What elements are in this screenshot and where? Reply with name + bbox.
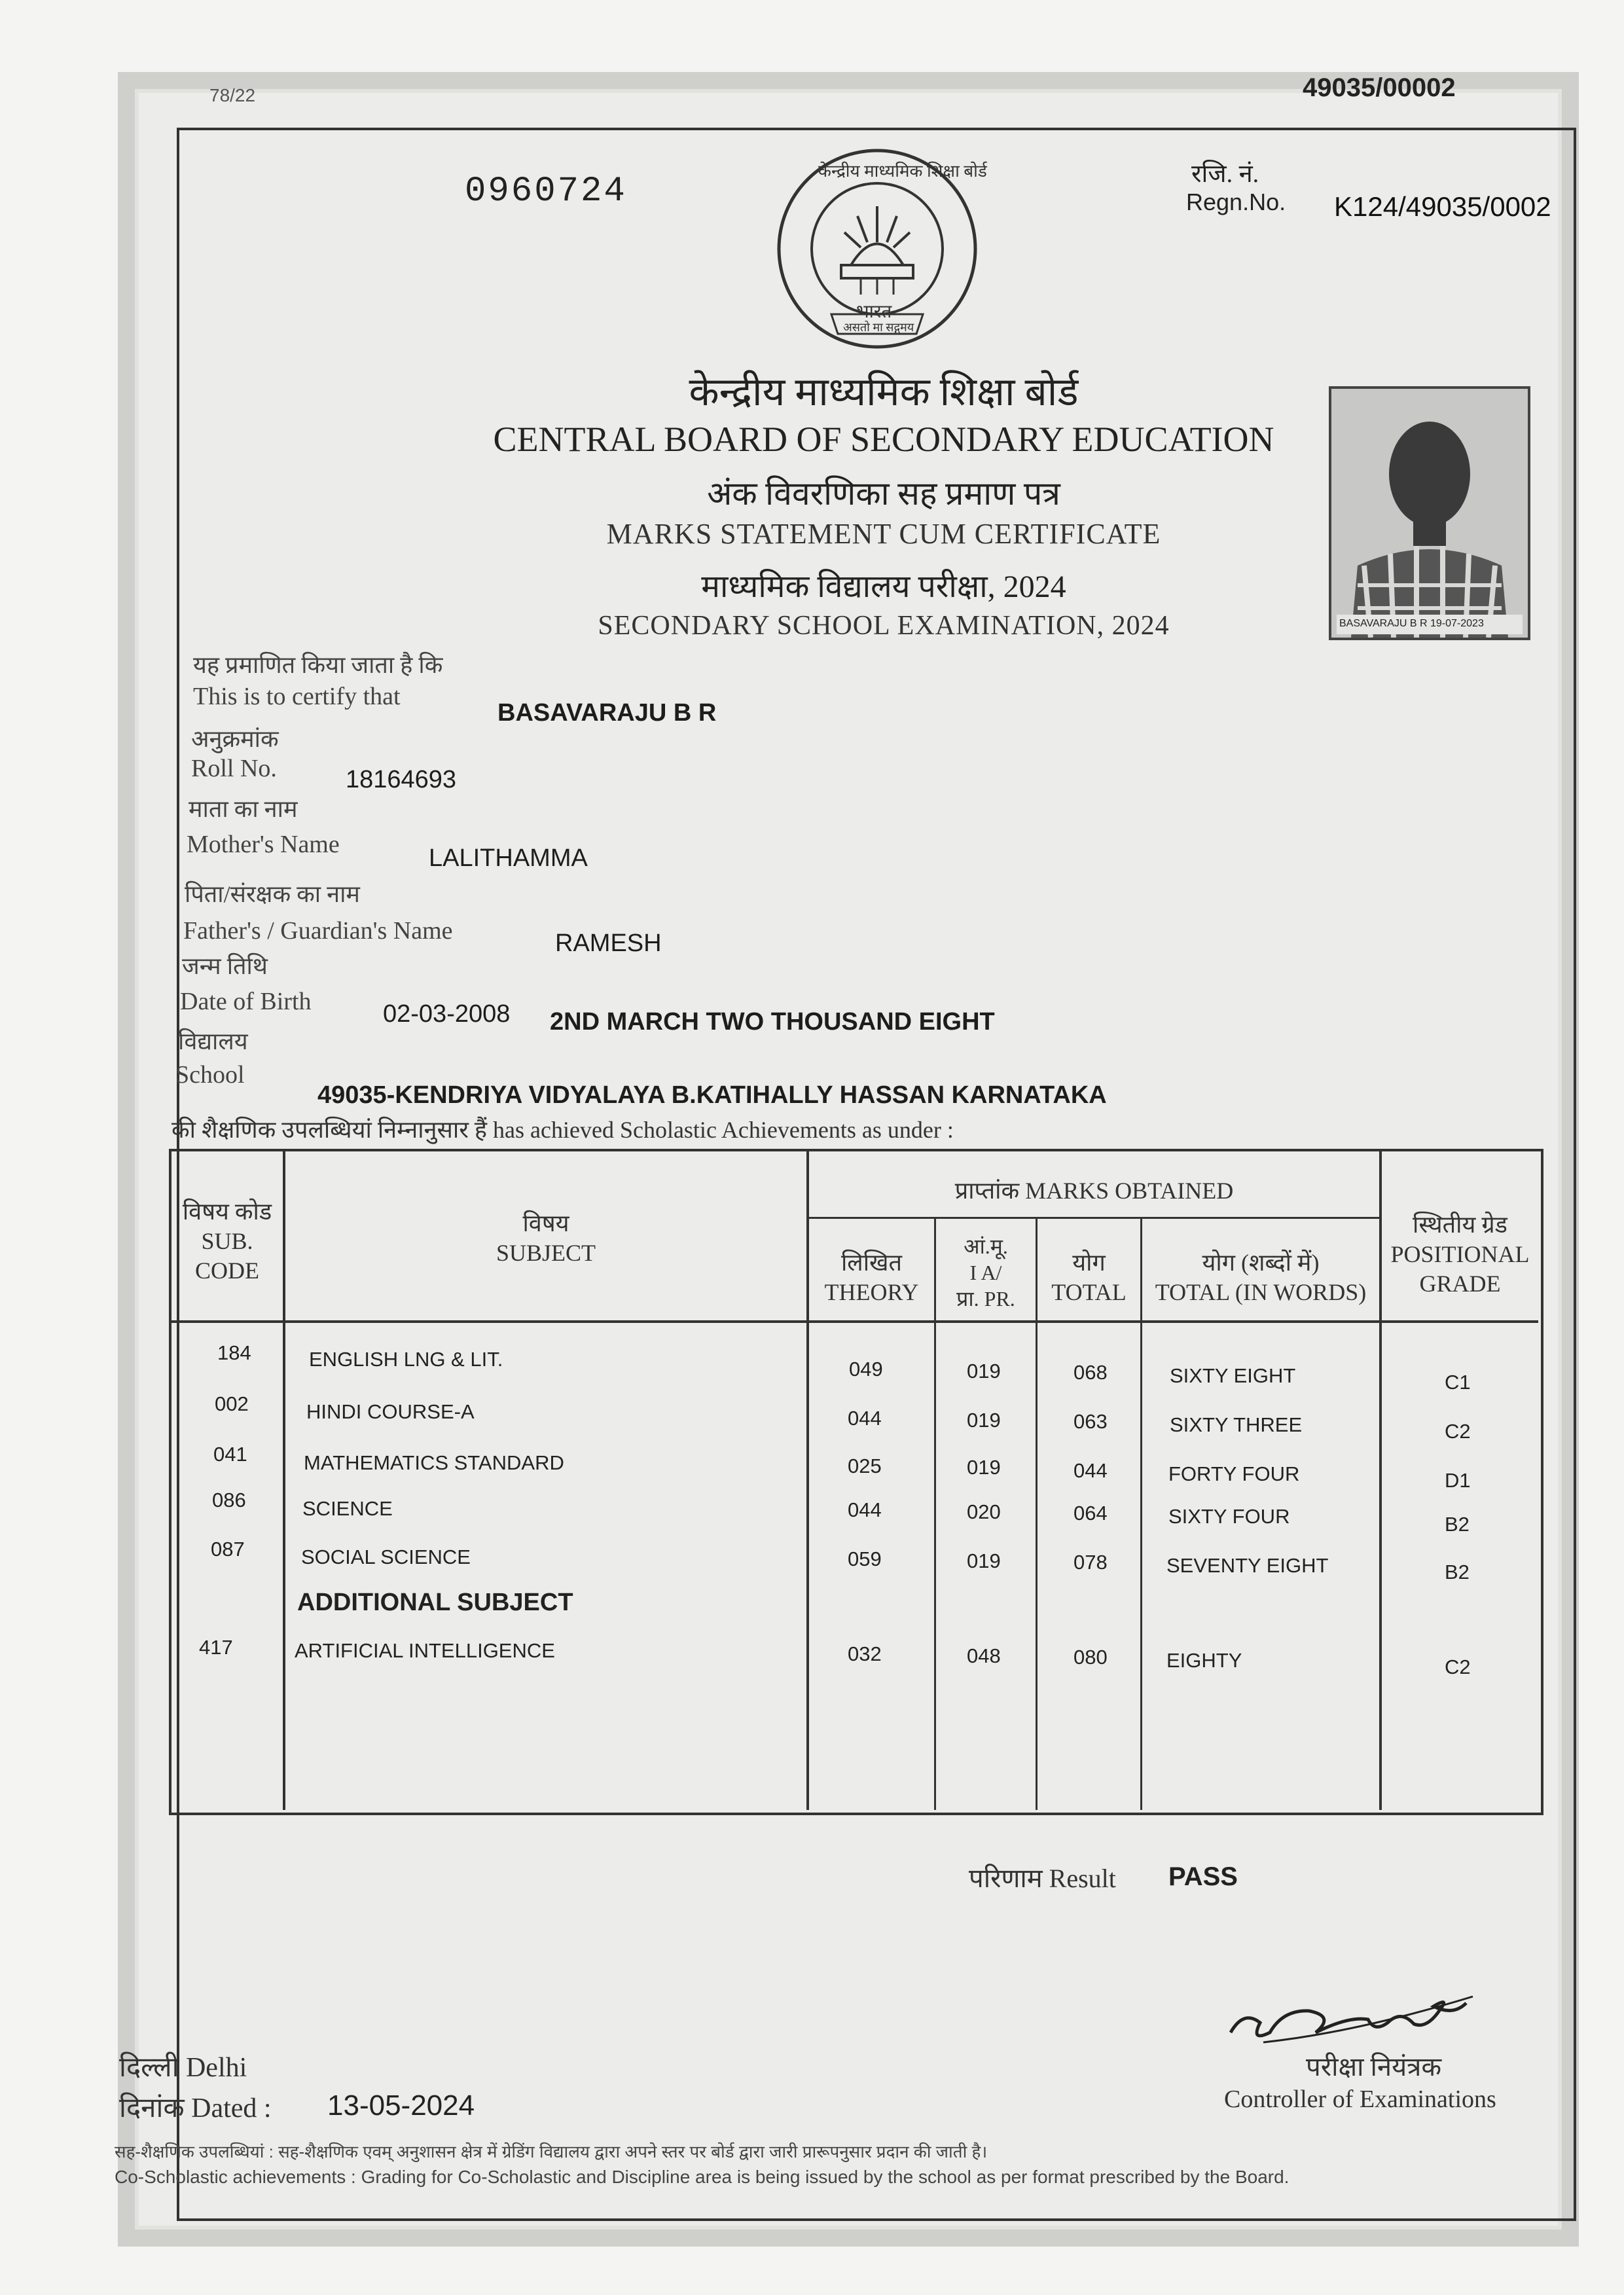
row-code: 417: [199, 1636, 233, 1659]
school-name: 49035-KENDRIYA VIDYALAYA B.KATIHALLY HASSAN KARNATAKA: [317, 1081, 1107, 1109]
row-total: 068: [1074, 1361, 1108, 1384]
header-marks-obtained: प्राप्तांक MARKS OBTAINED: [954, 1178, 1234, 1204]
row-words: FORTY FOUR: [1168, 1462, 1300, 1485]
row-words: SIXTY FOUR: [1168, 1505, 1290, 1528]
row-words: SIXTY THREE: [1170, 1413, 1303, 1436]
exam-title-hi: माध्यमिक विद्यालय परीक्षा, 2024: [701, 569, 1066, 604]
row-ia: 019: [967, 1456, 1001, 1479]
row-total: 078: [1074, 1551, 1108, 1574]
school-label-en: School: [175, 1061, 245, 1089]
achievement-statement: की शैक्षणिक उपलब्धियां निम्नानुसार हैं has achieved Scholastic Achievements as under :: [171, 1117, 954, 1143]
row-words: SIXTY EIGHT: [1170, 1364, 1296, 1387]
row-theory: 059: [848, 1547, 882, 1570]
cbse-seal: [772, 144, 987, 353]
row-ia: 019: [967, 1409, 1001, 1432]
row-total: 063: [1074, 1410, 1108, 1433]
row-subject: HINDI COURSE-A: [306, 1400, 475, 1423]
father-label-hi: पिता/संरक्षक का नाम: [185, 881, 360, 907]
header-theory: लिखित THEORY: [824, 1250, 919, 1305]
footer-note-en: Co-Scholastic achievements : Grading for Co-Scholastic and Discipline area is being issued by the school as per format prescribed by the Board.: [115, 2167, 1290, 2187]
dob-label-en: Date of Birth: [180, 988, 312, 1015]
board-name-hi: केन्द्रीय माध्यमिक शिक्षा बोर्ड: [689, 370, 1079, 414]
row-total: 064: [1074, 1502, 1108, 1525]
candidate-name: BASAVARAJU B R: [497, 699, 717, 727]
additional-subject-heading: ADDITIONAL SUBJECT: [297, 1589, 573, 1616]
row-code: 086: [212, 1489, 246, 1511]
row-ia: 020: [967, 1500, 1001, 1523]
seal-ring-text: केन्द्रीय माध्यमिक शिक्षा बोर्ड: [818, 162, 987, 181]
roll-label-hi: अनुक्रमांक: [191, 726, 279, 752]
father-label-en: Father's / Guardian's Name: [183, 917, 453, 945]
row-code: 087: [211, 1538, 245, 1561]
row-theory: 044: [848, 1498, 882, 1521]
row-subject: MATHEMATICS STANDARD: [304, 1451, 564, 1474]
row-grade: B2: [1445, 1561, 1470, 1583]
exam-title-en: SECONDARY SCHOOL EXAMINATION, 2024: [598, 611, 1170, 641]
header-sub-code: विषय कोड SUB. CODE: [182, 1199, 272, 1284]
row-code: 041: [213, 1443, 247, 1466]
certify-label-hi: यह प्रमाणित किया जाता है कि: [193, 652, 443, 678]
doc-title-hi: अंक विवरणिका सह प्रमाण पत्र: [707, 475, 1060, 512]
result-label: परिणाम Result: [969, 1864, 1116, 1893]
roll-label-en: Roll No.: [191, 755, 277, 782]
corner-code-left: 78/22: [209, 85, 256, 105]
dob-label-hi: जन्म तिथि: [182, 953, 268, 979]
doc-title-en: MARKS STATEMENT CUM CERTIFICATE: [606, 518, 1161, 550]
mother-name: LALITHAMMA: [429, 844, 588, 872]
row-grade: B2: [1445, 1513, 1470, 1536]
header-total: योग TOTAL: [1051, 1250, 1127, 1305]
dated-label: दिनांक Dated :: [119, 2093, 272, 2123]
row-total: 044: [1074, 1459, 1108, 1482]
header-ia-pr: आं.मू. I A/ प्रा. PR.: [956, 1235, 1015, 1310]
dob-value: 02-03-2008: [383, 1000, 511, 1028]
row-theory: 032: [848, 1642, 882, 1665]
mother-label-en: Mother's Name: [187, 831, 340, 858]
row-subject: SOCIAL SCIENCE: [301, 1545, 471, 1568]
footer-note-hi: सह-शैक्षणिक उपलब्धियां : सह-शैक्षणिक एवम् अनुशासन क्षेत्र में ग्रेडिंग विद्यालय द्वारा अपने स्तर पर बोर्ड द्वारा जारी प्रारूपनुसार प्रदान की जाती है।: [115, 2142, 988, 2161]
marks-table: [169, 1149, 1543, 1815]
header-positional-grade: स्थितीय ग्रेड POSITIONAL GRADE: [1390, 1212, 1530, 1297]
row-total: 080: [1074, 1646, 1108, 1669]
row-words: EIGHTY: [1166, 1649, 1242, 1672]
photo-caption: BASAVARAJU B R 19-07-2023: [1339, 618, 1484, 629]
row-grade: C2: [1445, 1655, 1471, 1678]
header-total-words: योग (शब्दों में) TOTAL (IN WORDS): [1155, 1250, 1367, 1305]
row-subject: ARTIFICIAL INTELLIGENCE: [295, 1639, 555, 1662]
row-theory: 044: [848, 1407, 882, 1430]
row-subject: ENGLISH LNG & LIT.: [309, 1348, 503, 1371]
school-label-hi: विद्यालय: [178, 1028, 248, 1055]
roll-number: 18164693: [346, 766, 457, 793]
controller-title-en: Controller of Examinations: [1224, 2086, 1496, 2113]
dob-words: 2ND MARCH TWO THOUSAND EIGHT: [550, 1008, 995, 1036]
controller-title-hi: परीक्षा नियंत्रक: [1306, 2052, 1442, 2082]
regn-value: K124/49035/0002: [1334, 191, 1551, 222]
father-name: RAMESH: [555, 930, 662, 957]
row-ia: 019: [967, 1360, 1001, 1382]
row-grade: C1: [1445, 1371, 1471, 1394]
row-subject: SCIENCE: [302, 1497, 393, 1520]
corner-code-right: 49035/00002: [1303, 73, 1456, 102]
row-grade: C2: [1445, 1420, 1471, 1443]
row-code: 002: [215, 1392, 249, 1415]
board-name-en: CENTRAL BOARD OF SECONDARY EDUCATION: [493, 420, 1274, 459]
serial-number: 0960724: [465, 172, 627, 211]
row-theory: 025: [848, 1455, 882, 1477]
certify-label-en: This is to certify that: [193, 683, 401, 710]
row-words: SEVENTY EIGHT: [1166, 1554, 1329, 1577]
result-value: PASS: [1168, 1862, 1238, 1891]
dated-value: 13-05-2024: [327, 2089, 475, 2122]
place-label: दिल्ली Delhi: [119, 2053, 247, 2083]
regn-label-hi: रजि. नं.: [1191, 160, 1259, 188]
row-theory: 049: [849, 1358, 883, 1381]
row-ia: 019: [967, 1549, 1001, 1572]
row-ia: 048: [967, 1644, 1001, 1667]
seal-bottom-text: भारत: [856, 302, 892, 322]
mother-label-hi: माता का नाम: [189, 796, 298, 822]
header-subject: विषय SUBJECT: [496, 1210, 596, 1266]
seal-motto: असतो मा सद्गमय: [843, 321, 914, 334]
row-grade: D1: [1445, 1469, 1471, 1492]
row-code: 184: [217, 1341, 251, 1364]
regn-label-en: Regn.No.: [1186, 189, 1286, 215]
